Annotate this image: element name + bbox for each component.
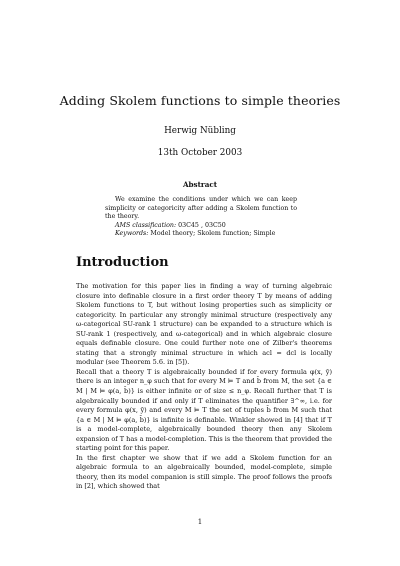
paper-date: 13th October 2003	[157, 148, 243, 158]
abstract-heading: Abstract	[182, 180, 218, 189]
paragraph-3: In the first chapter we show that if we add a Skolem function for an algebraic formula to an algebraically bounded, model-complete, simple theory, then its model companion is still simple. The proof follows the proofs in [2], which showed that	[76, 453, 332, 491]
keywords-label: Keywords:	[115, 230, 149, 238]
ams-classification	[105, 222, 297, 231]
body-text	[76, 282, 332, 492]
paper-title: Adding Skolem functions to simple theories	[59, 93, 341, 108]
abstract-text: We examine the conditions under which we can keep simplicity or categoricity after adding a Skolem function to the theory.	[105, 196, 297, 221]
keywords-value: Model theory; Skolem function; Simple	[150, 230, 276, 238]
ams-label: AMS classification:	[115, 221, 177, 229]
page-number: 1	[197, 518, 203, 526]
ams-value: 03C45 , 03C50	[178, 221, 226, 229]
keywords	[105, 230, 297, 239]
abstract-block	[105, 196, 297, 239]
section-heading: Introduction	[76, 255, 169, 270]
paragraph-2: Recall that a theory T is algebraically bounded if for every formula φ(x, ȳ) there is an integer n_φ such that for every M ⊨ T and b̄ from M, the set {a ∈ M | M ⊨ φ(a, b̄)} is either infinite or of size ≤ n_φ. Recall further that T is algebraically bounded if and only if T eliminates the quantifier ∃^∞, i.e. for every formula φ(x, ȳ) and every M ⊨ T the set of tuples b̄ from M such that {a ∈ M | M ⊨ φ(a, b̄)} is infinite is definable. Winkler showed in [4] that if T is a model-complete, algebraically bounded theory then any Skolem expansion of T has a model-completion. This is the theorem that provided the starting point for this paper.	[76, 367, 332, 453]
author-name: Herwig Nübling	[164, 126, 236, 136]
paragraph-1: The motivation for this paper lies in finding a way of turning algebraic closure into definable closure in a first order theory T by means of adding Skolem functions to T, but without losing properties such as simplicity or categoricity. In particular any strongly minimal structure (respectively any ω-categorical SU-rank 1 structure) can be expanded to a structure which is SU-rank 1 (respectively, and ω-categorical) and in which algebraic closure equals definable closure. One could further note one of Zilber's theorems stating that a strongly minimal structure in which acl = dcl is locally modular (see Theorem 5.6. in [5]).	[76, 282, 332, 367]
